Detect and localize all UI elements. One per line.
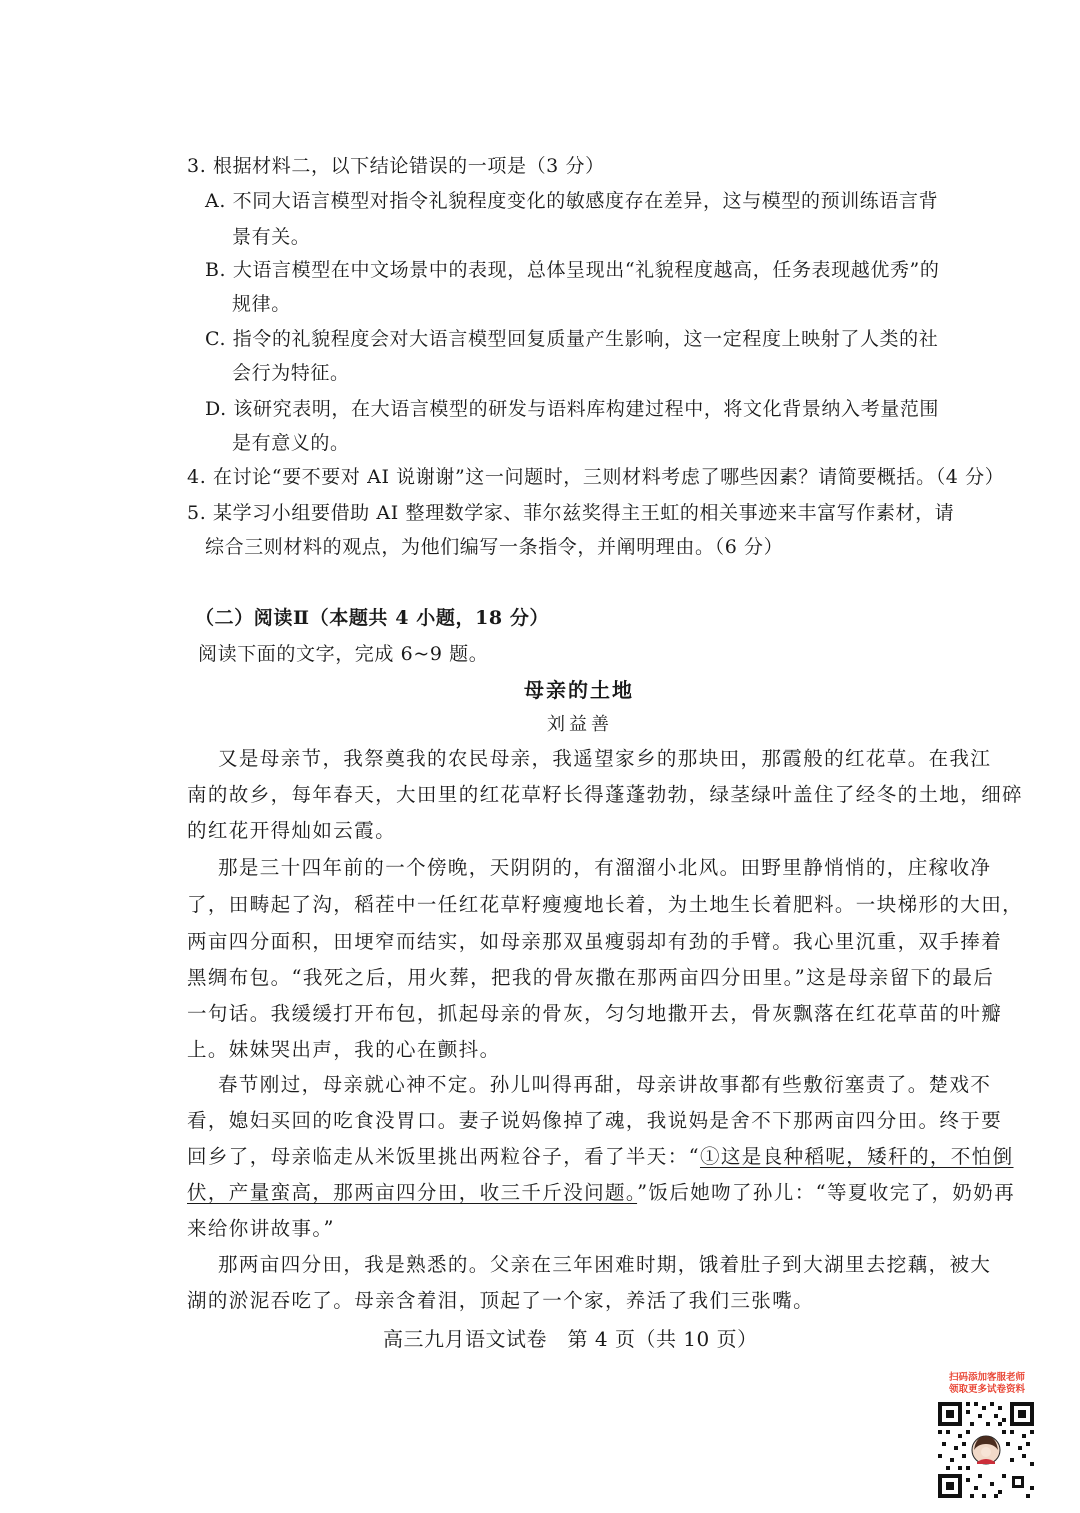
paragraph-2-line: 一句话。我缓缓打开布包，抓起母亲的骨灰，匀匀地撒开去，骨灰飘落在红花草苗的叶瓣 bbox=[187, 1002, 1003, 1025]
question-5-line1: 5. 某学习小组要借助 AI 整理数学家、菲尔兹奖得主王虹的相关事迹来丰富写作素材，请 bbox=[187, 502, 955, 524]
option-d-line1: D. 该研究表明，在大语言模型的研发与语料库构建过程中，将文化背景纳入考量范围 bbox=[205, 398, 940, 420]
paragraph-3-line bbox=[187, 1180, 1015, 1206]
option-c-line1: C. 指令的礼貌程度会对大语言模型回复质量产生影响，这一定程度上映射了人类的社 bbox=[205, 328, 939, 350]
promo-label bbox=[934, 1372, 1040, 1396]
qr-code-icon[interactable] bbox=[936, 1400, 1036, 1500]
paragraph-3-line: 来给你讲故事。” bbox=[187, 1217, 335, 1240]
underlined-sentence-1: ①这是良种稻呢，矮秆的，不怕倒 bbox=[699, 1145, 1014, 1168]
paragraph-3-line: 看，媳妇买回的吃食没胃口。妻子说妈像掉了魂，我说妈是舍不下那两亩四分田。终于要 bbox=[187, 1109, 1003, 1132]
option-b-line2: 规律。 bbox=[232, 293, 291, 315]
option-c-line2: 会行为特征。 bbox=[232, 362, 350, 384]
option-b-line1: B. 大语言模型在中文场景中的表现，总体呈现出“礼貌程度越高，任务表现越优秀”的 bbox=[205, 259, 940, 281]
paragraph-1-line: 又是母亲节，我祭奠我的农民母亲，我遥望家乡的那块田，那霞般的红花草。在我江 bbox=[218, 747, 992, 770]
paragraph-3-text: 回乡了，母亲临走从米饭里挑出两粒谷子，看了半天：“ bbox=[187, 1145, 700, 1168]
question-5-line2: 综合三则材料的观点，为他们编写一条指令，并阐明理由。（6 分） bbox=[205, 536, 784, 558]
paragraph-2-line: 上。妹妹哭出声，我的心在颤抖。 bbox=[187, 1038, 501, 1061]
paragraph-3-line: 春节刚过，母亲就心神不定。孙儿叫得再甜，母亲讲故事都有些敷衍塞责了。楚戏不 bbox=[218, 1073, 992, 1096]
article-author: 刘益善 bbox=[547, 714, 613, 735]
paragraph-3-line bbox=[187, 1144, 1014, 1170]
option-a-line2: 景有关。 bbox=[232, 226, 311, 248]
paragraph-1-line: 南的故乡，每年春天，大田里的红花草籽长得蓬蓬勃勃，绿茎绿叶盖住了经冬的土地，细碎 bbox=[187, 783, 1024, 806]
question-4: 4. 在讨论“要不要对 AI 说谢谢”这一问题时，三则材料考虑了哪些因素？请简要概括。（4 分） bbox=[187, 466, 1005, 488]
paragraph-2-line: 两亩四分面积，田埂窄而结实，如母亲那双虽瘦弱却有劲的手臂。我心里沉重，双手捧着 bbox=[187, 930, 1003, 953]
promo-line-1: 扫码添加客服老师 bbox=[948, 1372, 1025, 1383]
paragraph-4-line: 湖的淤泥吞吃了。母亲含着泪，顶起了一个家，养活了我们三张嘴。 bbox=[187, 1289, 815, 1312]
question-3-stem: 3. 根据材料二，以下结论错误的一项是（3 分） bbox=[187, 155, 605, 177]
paragraph-2-line: 黑绸布包。“我死之后，用火葬，把我的骨灰撒在那两亩四分田里。”这是母亲留下的最后 bbox=[187, 966, 995, 989]
option-d-line2: 是有意义的。 bbox=[232, 432, 350, 454]
promo-line-2: 领取更多试卷资料 bbox=[948, 1384, 1025, 1395]
section-instruction: 阅读下面的文字，完成 6~9 题。 bbox=[198, 643, 489, 665]
section-heading: （二）阅读Ⅱ（本题共 4 小题，18 分） bbox=[195, 607, 550, 629]
option-a-line1: A. 不同大语言模型对指令礼貌程度变化的敏感度存在差异，这与模型的预训练语言背 bbox=[205, 190, 939, 212]
paragraph-4-line: 那两亩四分田，我是熟悉的。父亲在三年困难时期，饿着肚子到大湖里去挖藕，被大 bbox=[218, 1253, 992, 1276]
underlined-sentence-1-cont: 伏，产量蛮高，那两亩四分田，收三千斤没问题。 bbox=[187, 1181, 638, 1204]
paragraph-1-line: 的红花开得灿如云霞。 bbox=[187, 819, 397, 842]
paragraph-2-line: 了，田畴起了沟，稻茬中一任红花草籽瘦瘦地长着，为土地生长着肥料。一块梯形的大田， bbox=[187, 893, 1024, 916]
paragraph-3-text: ”饭后她吻了孙儿：“等夏收完了，奶奶再 bbox=[637, 1181, 1016, 1204]
article-title: 母亲的土地 bbox=[524, 678, 634, 702]
paragraph-2-line: 那是三十四年前的一个傍晚，天阴阴的，有溜溜小北风。田野里静悄悄的，庄稼收净 bbox=[218, 856, 992, 879]
page-footer: 高三九月语文试卷 第 4 页（共 10 页） bbox=[383, 1327, 758, 1351]
qr-code-graphic bbox=[936, 1400, 1036, 1500]
